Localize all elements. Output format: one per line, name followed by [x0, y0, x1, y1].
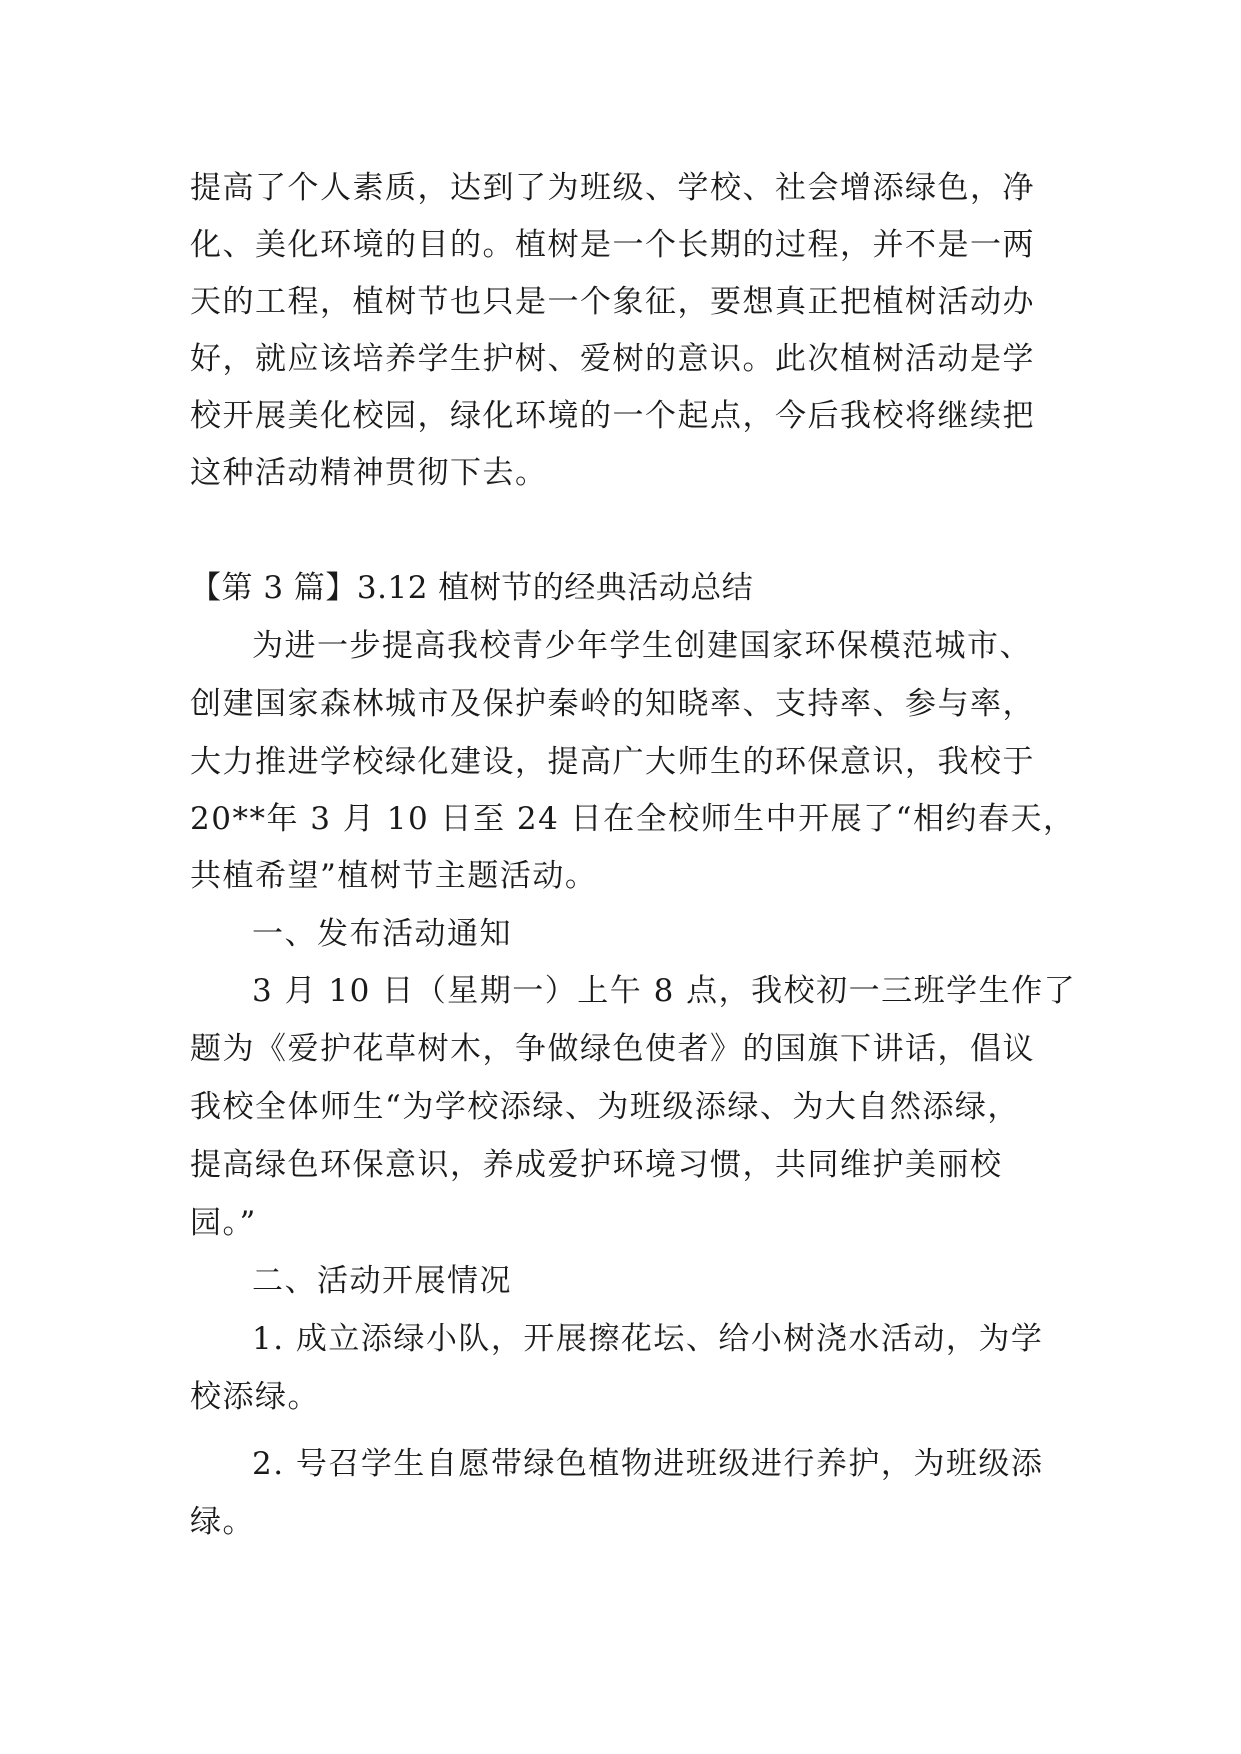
body-text-line: 天的工程，植树节也只是一个象征，要想真正把植树活动办	[190, 284, 1035, 320]
body-text-line: 好，就应该培养学生护树、爱树的意识。此次植树活动是学	[190, 341, 1035, 377]
body-text-line: 校开展美化校园，绿化环境的一个起点，今后我校将继续把	[190, 398, 1035, 434]
body-text-line: 这种活动精神贯彻下去。	[190, 455, 548, 491]
list-item-line: 2. 号召学生自愿带绿色植物进班级进行养护，为班级添	[252, 1446, 1044, 1482]
list-item-line: 绿。	[190, 1504, 255, 1540]
body-text-line: 题为《爱护花草树木，争做绿色使者》的国旗下讲话，倡议	[190, 1031, 1035, 1067]
body-text-line: 创建国家森林城市及保护秦岭的知晓率、支持率、参与率，	[190, 686, 1035, 722]
body-text-line: 化、美化环境的目的。植树是一个长期的过程，并不是一两	[190, 227, 1035, 263]
body-text-line: 20**年 3 月 10 日至 24 日在全校师生中开展了“相约春天，	[190, 801, 1076, 837]
body-text-line: 提高绿色环保意识，养成爱护环境习惯，共同维护美丽校	[190, 1147, 1003, 1183]
subheading-notice: 一、发布活动通知	[252, 916, 512, 952]
list-item-line: 1. 成立添绿小队，开展擦花坛、给小树浇水活动，为学	[252, 1321, 1044, 1357]
body-text-line: 3 月 10 日（星期一）上午 8 点，我校初一三班学生作了	[252, 973, 1077, 1009]
body-text-line: 为进一步提高我校青少年学生创建国家环保模范城市、	[252, 628, 1032, 664]
body-text-line: 共植希望”植树节主题活动。	[190, 858, 598, 894]
body-text-line: 大力推进学校绿化建设，提高广大师生的环保意识，我校于	[190, 744, 1035, 780]
section-title: 【第 3 篇】3.12 植树节的经典活动总结	[190, 570, 754, 606]
list-item-line: 校添绿。	[190, 1379, 320, 1415]
body-text-line: 我校全体师生“为学校添绿、为班级添绿、为大自然添绿，	[190, 1089, 1020, 1125]
body-text-line: 提高了个人素质，达到了为班级、学校、社会增添绿色，净	[190, 170, 1035, 206]
subheading-activities: 二、活动开展情况	[252, 1263, 512, 1299]
body-text-line: 园。”	[190, 1205, 257, 1241]
